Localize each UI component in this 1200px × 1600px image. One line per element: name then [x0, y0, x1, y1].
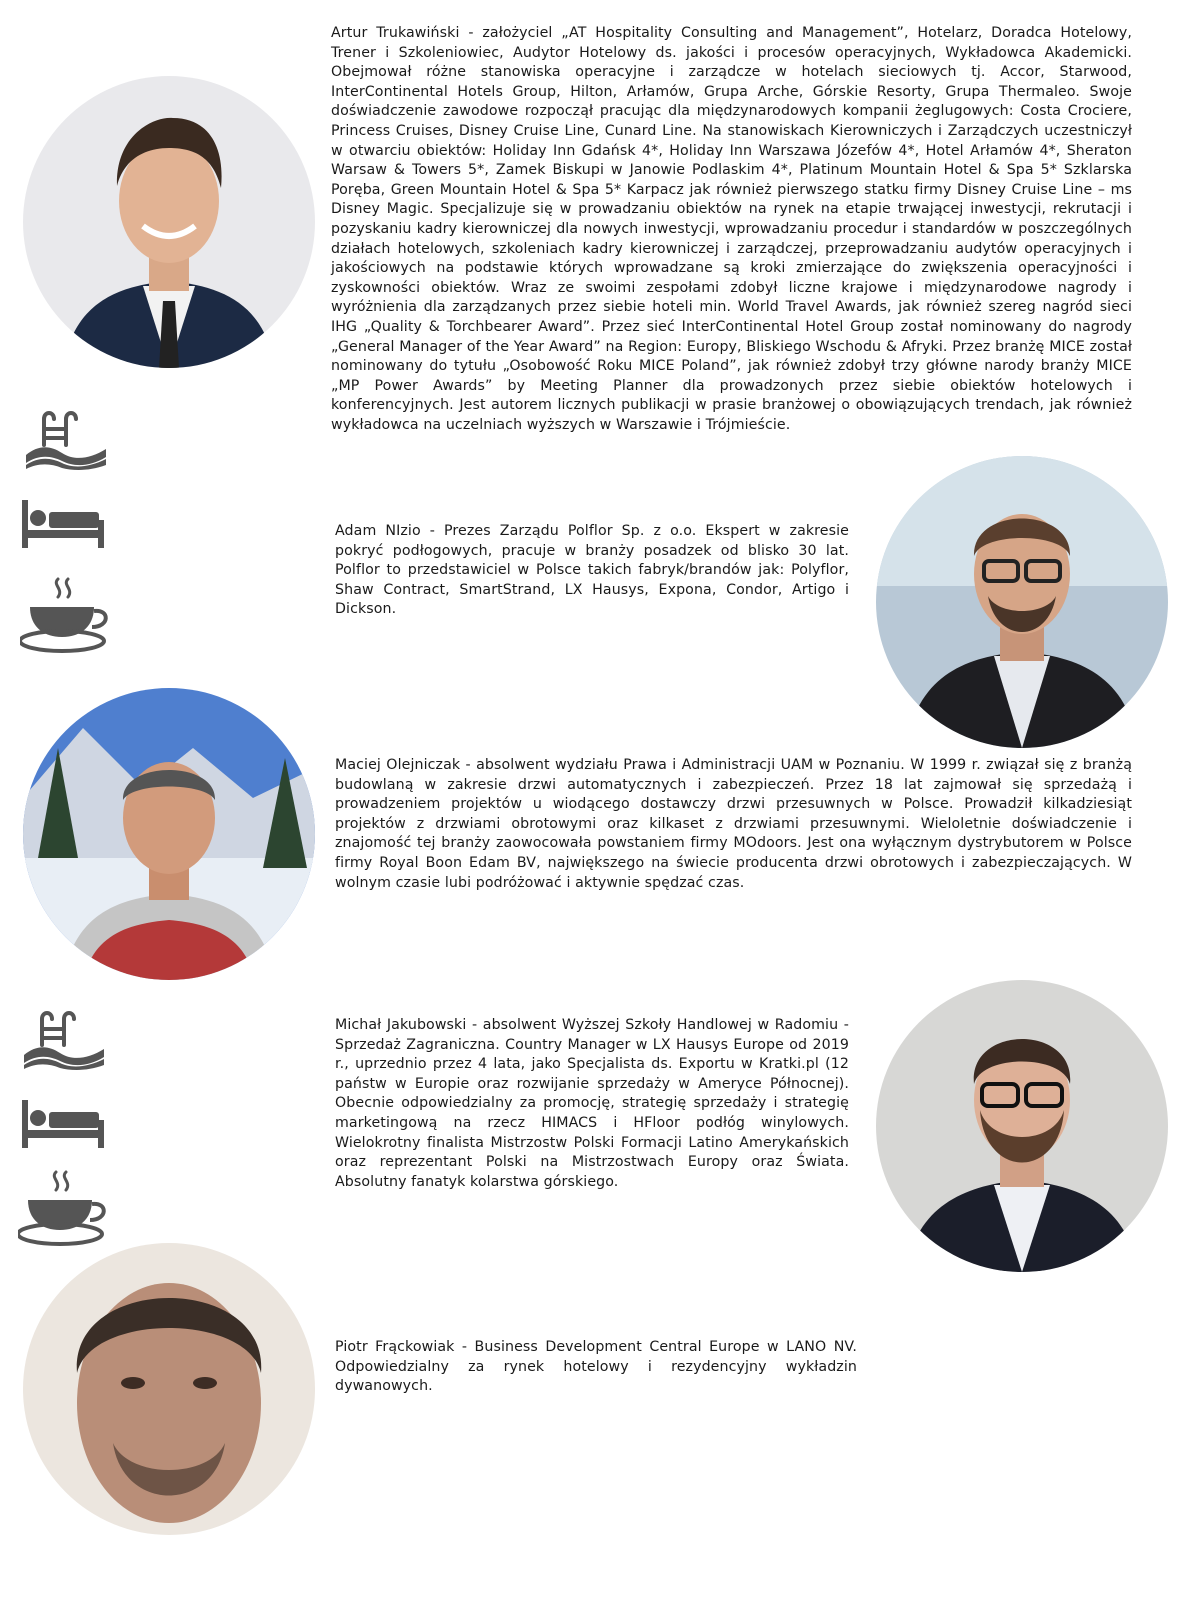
portrait-adam — [876, 456, 1168, 748]
coffee-cup-icon — [20, 575, 112, 655]
portrait-artur — [23, 76, 315, 368]
bio-piotr: Piotr Frąckowiak - Business Development Central Europe w LANO NV. Odpowiedzialny za rynek hotelowy i rezydencyjny wykładzin dywanowych. — [335, 1339, 857, 1395]
portrait-michal — [876, 980, 1168, 1272]
bed-icon — [22, 1100, 104, 1148]
bio-artur: Artur Trukawiński - założyciel „AT Hospitality Consulting and Management”, Hotelarz, Doradca Hotelowy, Trener i Szkoleniowiec, Audytor Hotelowy ds. jakości i procesów operacyjnych, Wykładowca Akademicki. Obejmował różne stanowiska operacyjne i zarządcze w hotelach sieciowych tj. Accor, Starwood, InterContinental Hotels Group, Hilton, Arłamów, Grupa Arche, Górskie Resorty, Grupa Thermaleo. Swoje doświadczenie zawodowe rozpoczął pracując dla międzynarodowych kompanii żeglugowych: Costa Crociere, Princess Cruises, Disney Cruise Line, Cunard Line. Na stanowiskach Kierowniczych i Zarządczych uczestniczył w otwarciu obiektów: Holiday Inn Gdańsk 4*, Holiday Inn Warszawa Józefów 4*, Hotel Arłamów 4*, Sheraton Warsaw & Towers 5*, Zamek Biskupi w Janowie Podlaskim 4*, Platinum Mountain Hotel & Spa 5* Szklarska Poręba, Green Mountain Hotel & Spa 5* Karpacz jak również pierwszego statku firmy Disney Cruise Line – ms Disney Magic. Specjalizuje się w prowadzaniu obiektów na rynek na etapie trwającej inwestycji, rekrutacji i pozyskaniu kadry kierowniczej dla nowych inwestycji, wprowadzaniu procedur i standardów w poszczególnych działach hotelowych, szkoleniach kadry kierowniczej i zarządczej, przeprowadzaniu audytów operacyjnych i jakościowych na podstawie których wprowadzane są kroki zmierzające do zwiększenia operacyjności i zyskowności obiektów. Wraz ze swoimi zespołami zdobył liczne krajowe i międzynarodowe nagrody i wyróżnienia dla zarządzanych przez siebie hoteli min. World Travel Awards, jak również szereg nagród sieci IHG „Quality & Torchbearer Award”. Przez sieć InterContinental Hotel Group został nominowany do nagrody „General Manager of the Year Award” na Region: Europy, Bliskiego Wschodu & Afryki. Przez branżę MICE został nominowany do tytułu „Osobowość Roku MICE Poland”, jak również zdobył trzy główne narody branży MICE „MP Power Awards” by Meeting Planner dla prowadzonych przez siebie obiektów hotelowych i konferencyjnych. Jest autorem licznych publikacji w prasie branżowej o obowiązujących trendach, jak również wykładowca na uczelniach wyższych w Warszawie i Trójmieście. — [331, 25, 1132, 433]
portrait-maciej — [23, 688, 315, 980]
pool-icon — [24, 405, 108, 471]
bio-maciej: Maciej Olejniczak - absolwent wydziału Prawa i Administracji UAM w Poznaniu. W 1999 r. związał się z branżą budowlaną w zakresie drzwi automatycznych i zabezpieczeń. Przez 18 lat zajmował się sprzedażą i prowadzeniem projektów u wiodącego dostawczy drzwi przesuwnych w Polsce. Prowadził kilkadziesiąt projektów z drzwiami obrotowymi oraz kilkaset z drzwiami przesuwnymi. Wieloletnie doświadczenie i znajomość tej branży zaowocowała powstaniem firmy MOdoors. Jest ona wyłącznym dystrybutorem w Polsce firmy Royal Boon Edam BV, największego na świecie producenta drzwi obrotowych i zabezpieczających. W wolnym czasie lubi podróżować i aktywnie spędzać czas. — [335, 757, 1132, 891]
bio-adam: Adam NIzio - Prezes Zarządu Polflor Sp. z o.o. Ekspert w zakresie pokryć podłogowych, pracuje w branży posadzek od blisko 30 lat. Polflor to przedstawiciel w Polsce takich fabryk/brandów jak: Polyflor, Shaw Contract, SmartStrand, LX Hausys, Expona, Condor, Artigo i Dickson. — [335, 523, 849, 618]
coffee-cup-icon — [18, 1168, 110, 1248]
pool-icon — [22, 1005, 106, 1071]
bed-icon — [22, 500, 104, 548]
bio-michal: Michał Jakubowski - absolwent Wyższej Szkoły Handlowej w Radomiu - Sprzedaż Zagraniczna. Country Manager w LX Hausys Europe od 2019 r., uprzednio przez 4 lata, jako Specjalista ds. Exportu w Kratki.pl (12 państw w Europie oraz rozwijanie sprzedaży w Ameryce Północnej). Obecnie odpowiedzialny za promocję, strategię sprzedaży i strategię marketingową na rzecz HIMACS i HFloor podłóg winylowych. Wielokrotny finalista Mistrzostw Polski Formacji Latino Amerykańskich oraz reprezentant Polski na Mistrzostwach Europy oraz Świata. Absolutny fanatyk kolarstwa górskiego. — [335, 1017, 849, 1190]
portrait-piotr — [23, 1243, 315, 1535]
